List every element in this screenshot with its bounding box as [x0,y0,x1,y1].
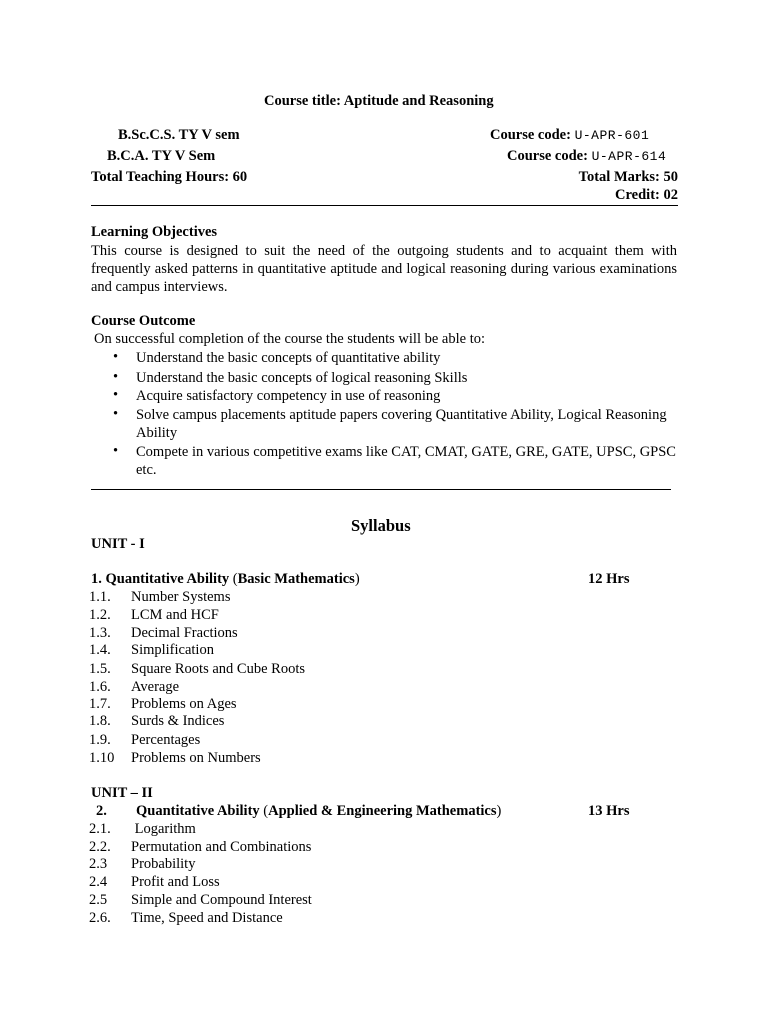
unit-number: 1. [91,571,102,587]
topic-number: 2.4 [89,874,108,890]
topic-number: 1.10 [89,750,115,766]
topic-number: 2.2. [89,839,111,855]
topic-number: 1.5. [89,661,111,677]
course-code-2 [507,148,666,165]
topic-number: 1.8. [89,713,111,729]
topic-row [89,910,283,927]
topic-row [89,821,196,838]
unit-2-label: UNIT – II [91,785,153,801]
topic-text: Probability [131,856,196,872]
topic-number: 2.3 [89,856,108,872]
topic-row [89,679,179,696]
topic-number: 1.2. [89,607,111,623]
topic-text: Time, Speed and Distance [131,910,283,926]
topic-text: Logarithm [131,821,196,837]
course-code-value: U-APR-601 [574,128,650,143]
credit: Credit: 02 [615,187,678,203]
topic-row [89,839,311,856]
course-title: Course title: Aptitude and Reasoning [264,93,494,109]
topic-text: Square Roots and Cube Roots [131,661,305,677]
bullet-icon: • [113,387,119,403]
topic-number: 2.1. [89,821,111,837]
unit-number: 2. [96,803,107,819]
syllabus-heading: Syllabus [351,516,411,535]
topic-number: 1.9. [89,732,111,748]
outcome-text: Understand the basic concepts of quantitative ability [136,350,441,366]
program-bca: B.C.A. TY V Sem [107,148,216,164]
paren-close: ) [354,571,360,587]
unit-title-main: Quantitative Ability [136,803,264,819]
topic-text: Surds & Indices [131,713,225,729]
topic-number: 2.5 [89,892,108,908]
topic-number: 1.4. [89,642,111,658]
topic-text: LCM and HCF [131,607,219,623]
topic-number: 1.1. [89,589,111,605]
topic-row [89,589,230,606]
bullet-icon: • [113,443,119,459]
course-code-label: Course code: [490,127,575,143]
topic-number: 1.6. [89,679,111,695]
course-outcome-intro: On successful completion of the course the students will be able to: [94,331,486,347]
learning-objectives-heading: Learning Objectives [91,224,218,240]
unit-1-title [91,571,360,588]
unit-2-title [96,803,501,820]
bullet-icon: • [113,406,119,422]
topic-text: Simple and Compound Interest [131,892,312,908]
course-code-1 [490,127,649,144]
topic-number: 1.3. [89,625,111,641]
paren-close: ) [496,803,502,819]
topic-row [89,892,312,909]
topic-text: Problems on Ages [131,696,237,712]
outcome-text: Compete in various competitive exams like CAT, CMAT, GATE, GRE, GATE, UPSC, GPSC etc. [136,444,676,478]
learning-objectives-text: This course is designed to suit the need of the outgoing students and to acquaint them with frequently asked patterns in quantitative aptitude and logical reasoning during various examinations and campus interviews. [91,243,677,295]
topic-row [89,713,224,730]
program-bsc: B.Sc.C.S. TY V sem [118,127,240,143]
topic-text: Decimal Fractions [131,625,238,641]
topic-row [89,856,195,873]
outcome-text: Solve campus placements aptitude papers covering Quantitative Ability, Logical Reasoning Ability [136,407,667,441]
topic-number: 1.7. [89,696,111,712]
total-marks: Total Marks: 50 [578,169,678,185]
unit-title-main: Quantitative Ability [105,571,233,587]
topic-text: Profit and Loss [131,874,220,890]
topic-row [89,661,305,678]
course-code-value: U-APR-614 [591,149,667,164]
paren-open: ( [263,803,269,819]
topic-row [89,642,214,659]
topic-text: Number Systems [131,589,231,605]
course-code-label: Course code: [507,148,592,164]
paren-open: ( [232,571,238,587]
header-divider [91,205,678,206]
teaching-hours: Total Teaching Hours: 60 [91,169,248,185]
bullet-icon: • [113,349,119,365]
unit-1-label: UNIT - I [91,536,145,552]
topic-text: Problems on Numbers [131,750,261,766]
unit-title-sub: Applied & Engineering Mathematics [268,803,497,819]
outcome-text: Understand the basic concepts of logical reasoning Skills [136,370,468,386]
unit-1-hours: 12 Hrs [588,571,630,587]
topic-row [89,874,220,891]
bullet-icon: • [113,369,119,385]
topic-row [89,750,261,767]
unit-2-hours: 13 Hrs [588,803,630,819]
topic-text: Average [131,679,180,695]
topic-text: Permutation and Combinations [131,839,312,855]
topic-text: Simplification [131,642,214,658]
topic-text: Percentages [131,732,201,748]
outcome-text: Acquire satisfactory competency in use of reasoning [136,388,441,404]
unit-title-sub: Basic Mathematics [237,571,355,587]
course-outcome-heading: Course Outcome [91,313,196,329]
section-divider [91,489,671,490]
topic-number: 2.6. [89,910,111,926]
topic-row [89,732,200,749]
topic-row [89,625,238,642]
topic-row [89,607,219,624]
topic-row [89,696,237,713]
